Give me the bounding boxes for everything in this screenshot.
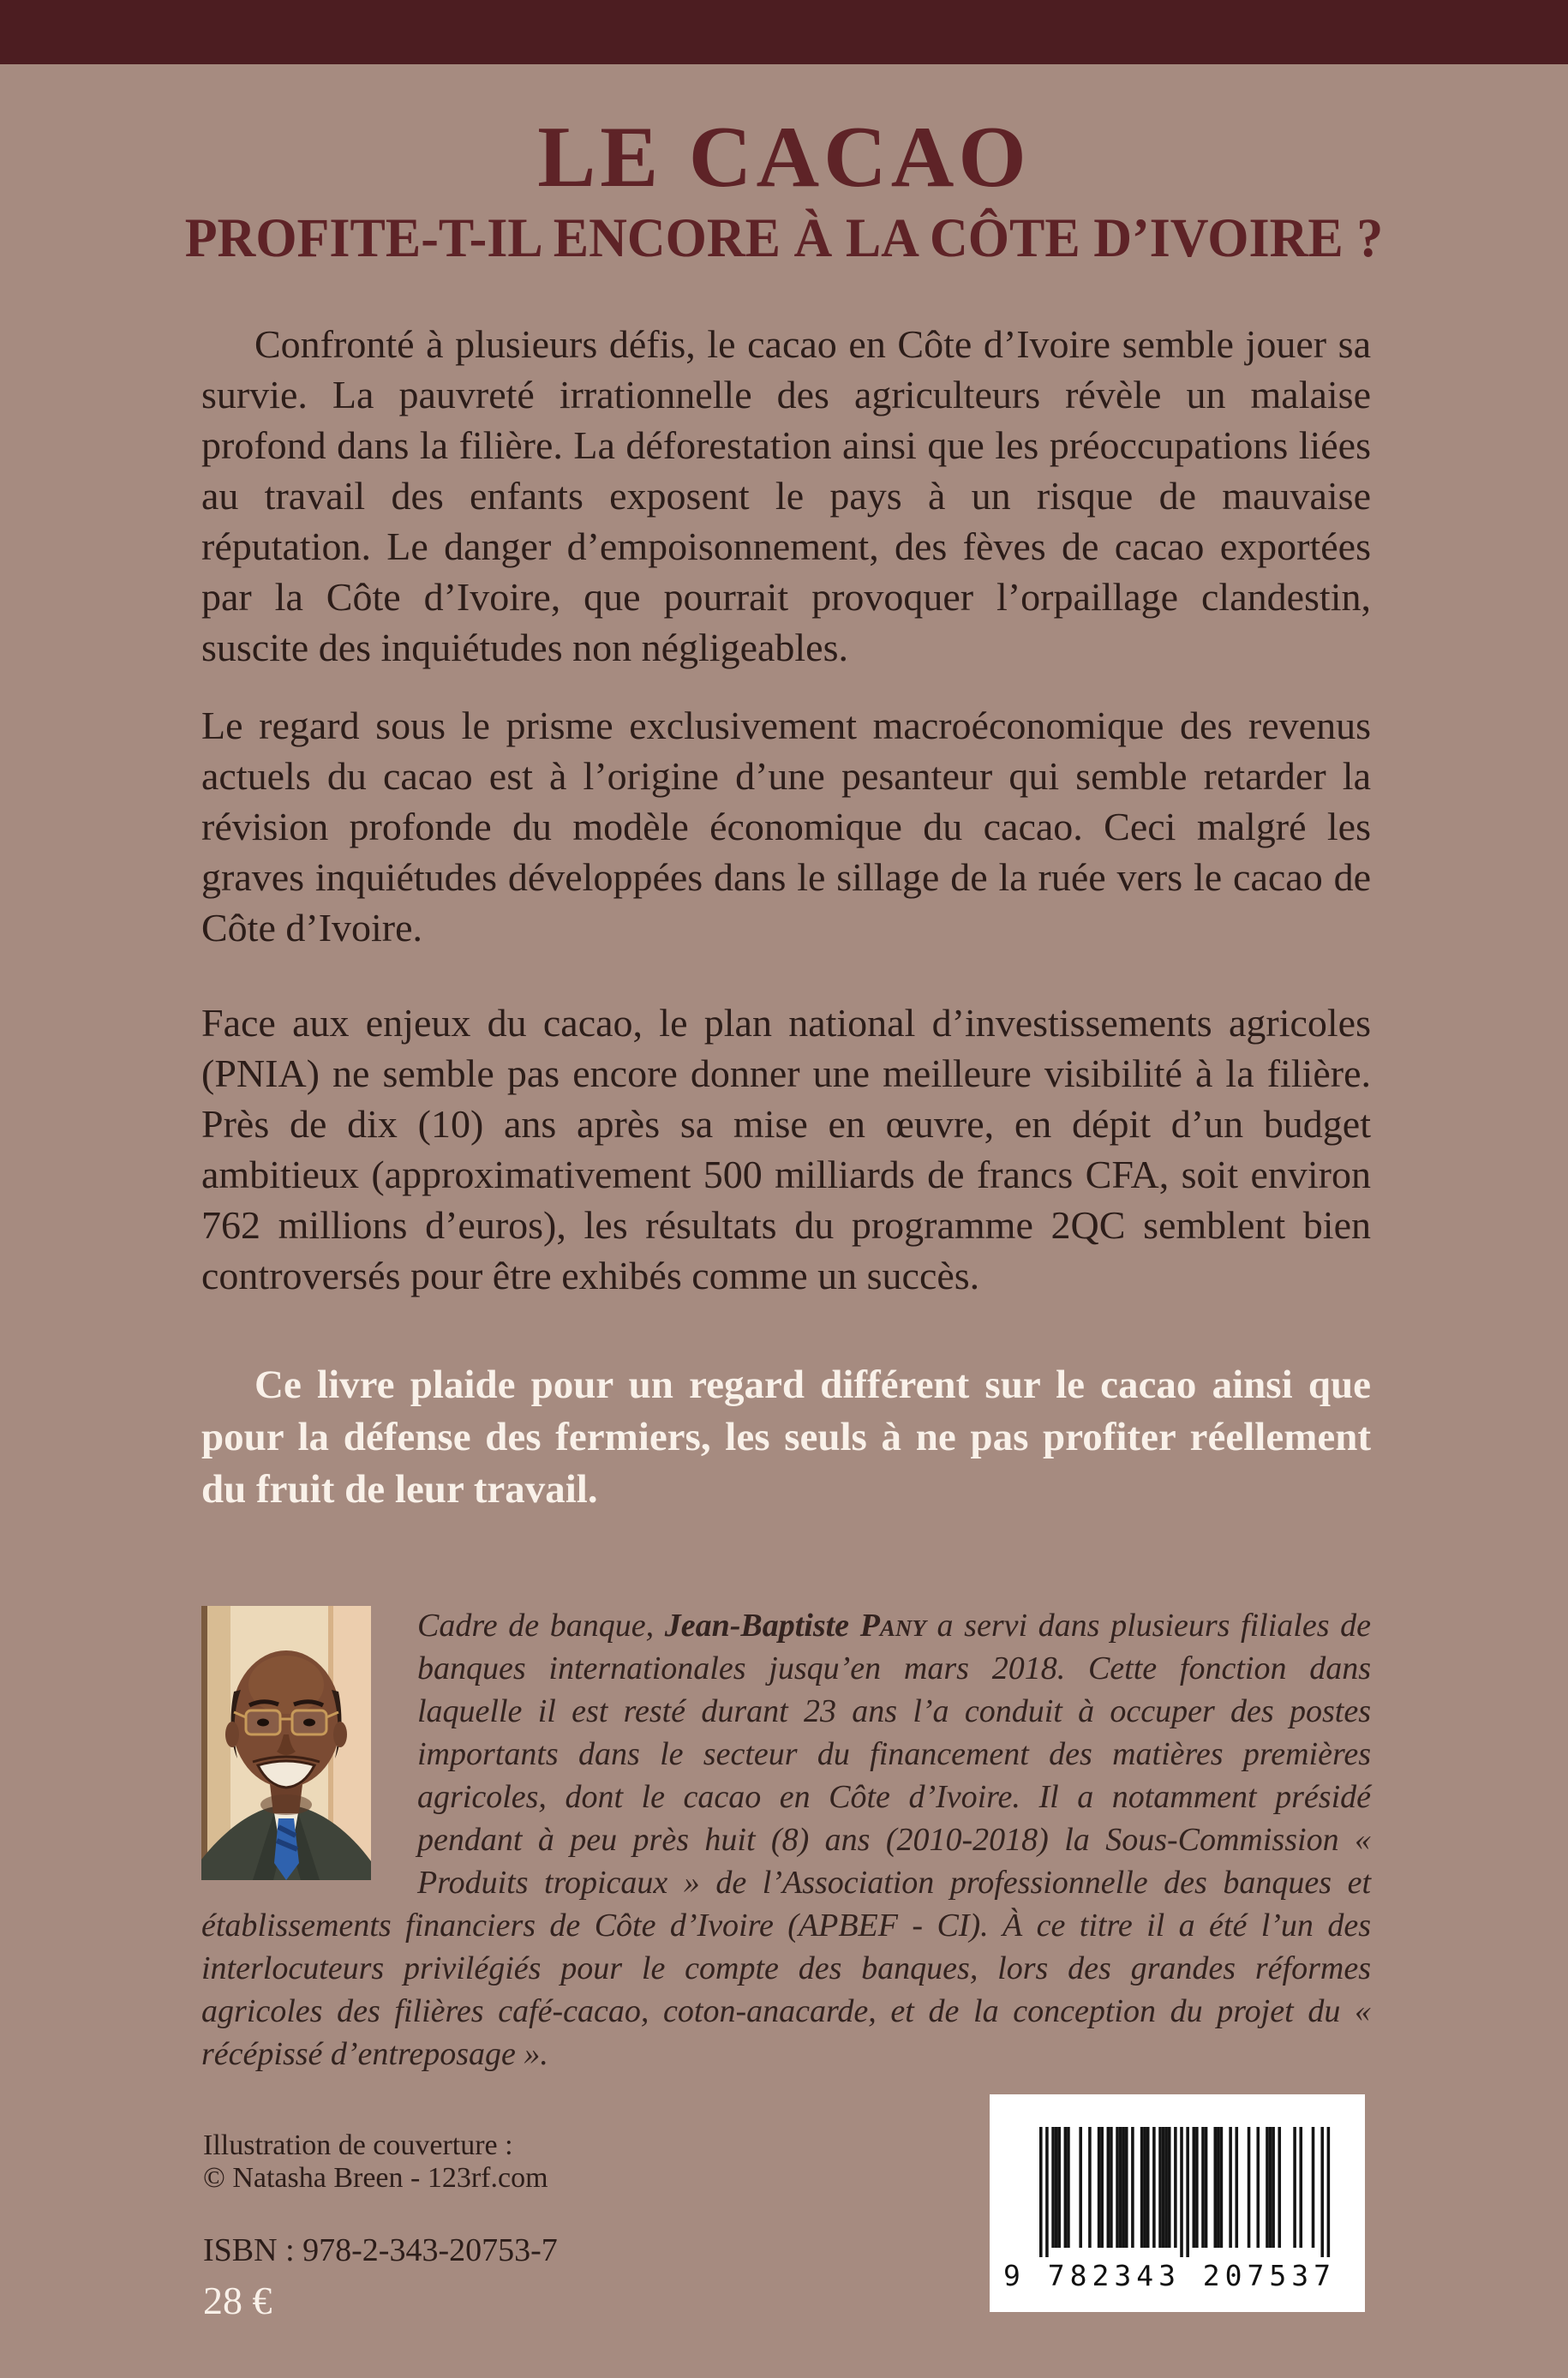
highlight-paragraph: Ce livre plaide pour un regard différent sur le cacao ainsi que pour la défense des fermiers, les seuls à ne pas profiter réellement du fruit de leur travail.: [201, 1363, 1371, 1512]
author-name-last: Pany: [859, 1608, 926, 1644]
isbn-text: ISBN : 978-2-343-20753-7: [203, 2232, 558, 2268]
book-title: LE CACAO: [537, 109, 1031, 206]
synopsis-paragraph-2: Le regard sous le prisme exclusivement macroéconomique des revenus actuels du cacao est à l’origine d’une pesanteur qui semble retarder la révision profonde du modèle économique du cacao. Ceci malgré les graves inquiétudes développées dans le sillage de la ruée vers le cacao de Côte d’Ivoire.: [201, 704, 1371, 949]
book-subtitle: PROFITE-T-IL ENCORE À LA CÔTE D’IVOIRE ?: [184, 207, 1384, 269]
synopsis-paragraph-3: Face aux enjeux du cacao, le plan national d’investissements agricoles (PNIA) ne semble pas encore donner une meilleure visibilité à la filière. Près de dix (10) ans après sa mise en œuvre, en dépit d’un budget ambitieux (approximativement 500 milliards de francs CFA, soit environ 762 millions d’euros), les résultats du programme 2QC semblent bien controversés pour être exhibés comme un succès.: [201, 1001, 1371, 1297]
author-bio: [201, 1604, 1371, 2076]
author-name-first: Jean-Baptiste: [664, 1608, 860, 1644]
credit-line-1: Illustration de couverture :: [203, 2129, 513, 2161]
synopsis-paragraph-1: Confronté à plusieurs défis, le cacao en Côte d’Ivoire semble jouer sa survie. La pauvreté irrationnelle des agriculteurs révèle un malaise profond dans la filière. La déforestation ainsi que les préoccupations liées au travail des enfants exposent le pays à un risque de mauvaise réputation. Le danger d’empoisonnement, des fèves de cacao exportées par la Côte d’Ivoire, que pourrait provoquer l’orpaillage clandestin, suscite des inquiétudes non négligeables.: [201, 322, 1371, 669]
bio-text: a servi dans plusieurs filiales de banques internationales jusqu’en mars 2018. Cette fonction dans laquelle il est resté durant 23 ans l’a conduit à occuper des postes importants dans le secteur du financement des matières premières agricoles, dont le cacao en Côte d’Ivoire. Il a notamment présidé pendant à peu près huit (8) ans (2010-2018) la Sous-Commission « Produits tropicaux » de l’Association professionnelle des banques et établissements financiers de Côte d’Ivoire (APBEF - CI). À ce titre il a été l’un des interlocuteurs privilégiés pour le compte des banques, lors des grandes réformes agricoles des filières café-cacao, coton-anacarde, et de la conception du projet du « récépissé d’entreposage ».: [201, 1608, 1372, 2072]
price-text: 28 €: [203, 2279, 272, 2322]
top-maroon-band: [0, 0, 1568, 64]
bio-prefix: Cadre de banque,: [417, 1608, 665, 1644]
cover-illustration-credit: [203, 2129, 548, 2195]
author-photo-illustration: [201, 1606, 371, 1880]
barcode-digits: 9 782343 207537: [1003, 2259, 1337, 2292]
barcode-panel: [990, 2094, 1365, 2312]
author-photo: [201, 1606, 371, 1880]
barcode-bars: [1039, 2127, 1331, 2263]
credit-line-2: © Natasha Breen - 123rf.com: [203, 2162, 548, 2194]
